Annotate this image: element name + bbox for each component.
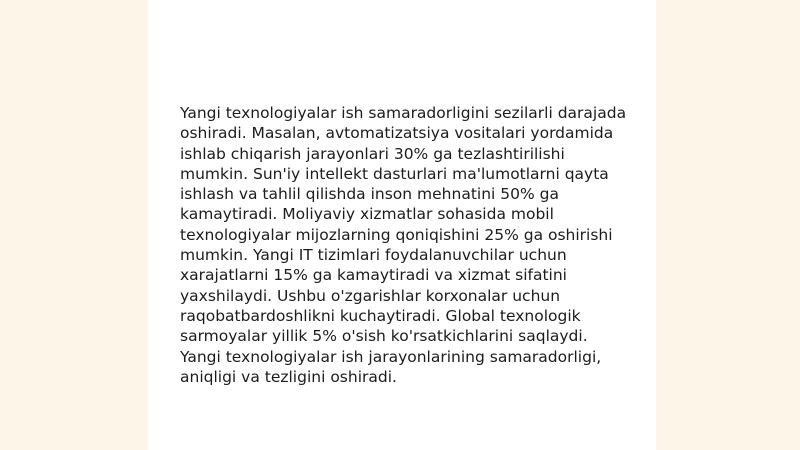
document-page: [148, 0, 656, 450]
body-paragraph: Yangi texnologiyalar ish samaradorligini sezilarli darajada oshiradi. Masalan, avtomatizatsiya vositalari yordamida ishlab chiqarish jarayonlari 30% ga tezlashtirilishi mumkin. Sun'iy intellekt dasturlari ma'lumotlarni qayta ishlash va tahlil qilishda inson mehnatini 50% ga kamaytiradi. Moliyaviy xizmatlar sohasida mobil texnologiyalar mijozlarning qoniqishini 25% ga oshirishi mumkin. Yangi IT tizimlari foydalanuvchilar uchun xarajatlarni 15% ga kamaytiradi va xizmat sifatini yaxshilaydi. Ushbu o'zgarishlar korxonalar uchun raqobatbardoshlikni kuchaytiradi. Global texnologik sarmoyalar yillik 5% o'sish ko'rsatkichlarini saqlaydi. Yangi texnologiyalar ish jarayonlarining samaradorligi, aniqligi va tezligini oshiradi.: [180, 104, 627, 386]
